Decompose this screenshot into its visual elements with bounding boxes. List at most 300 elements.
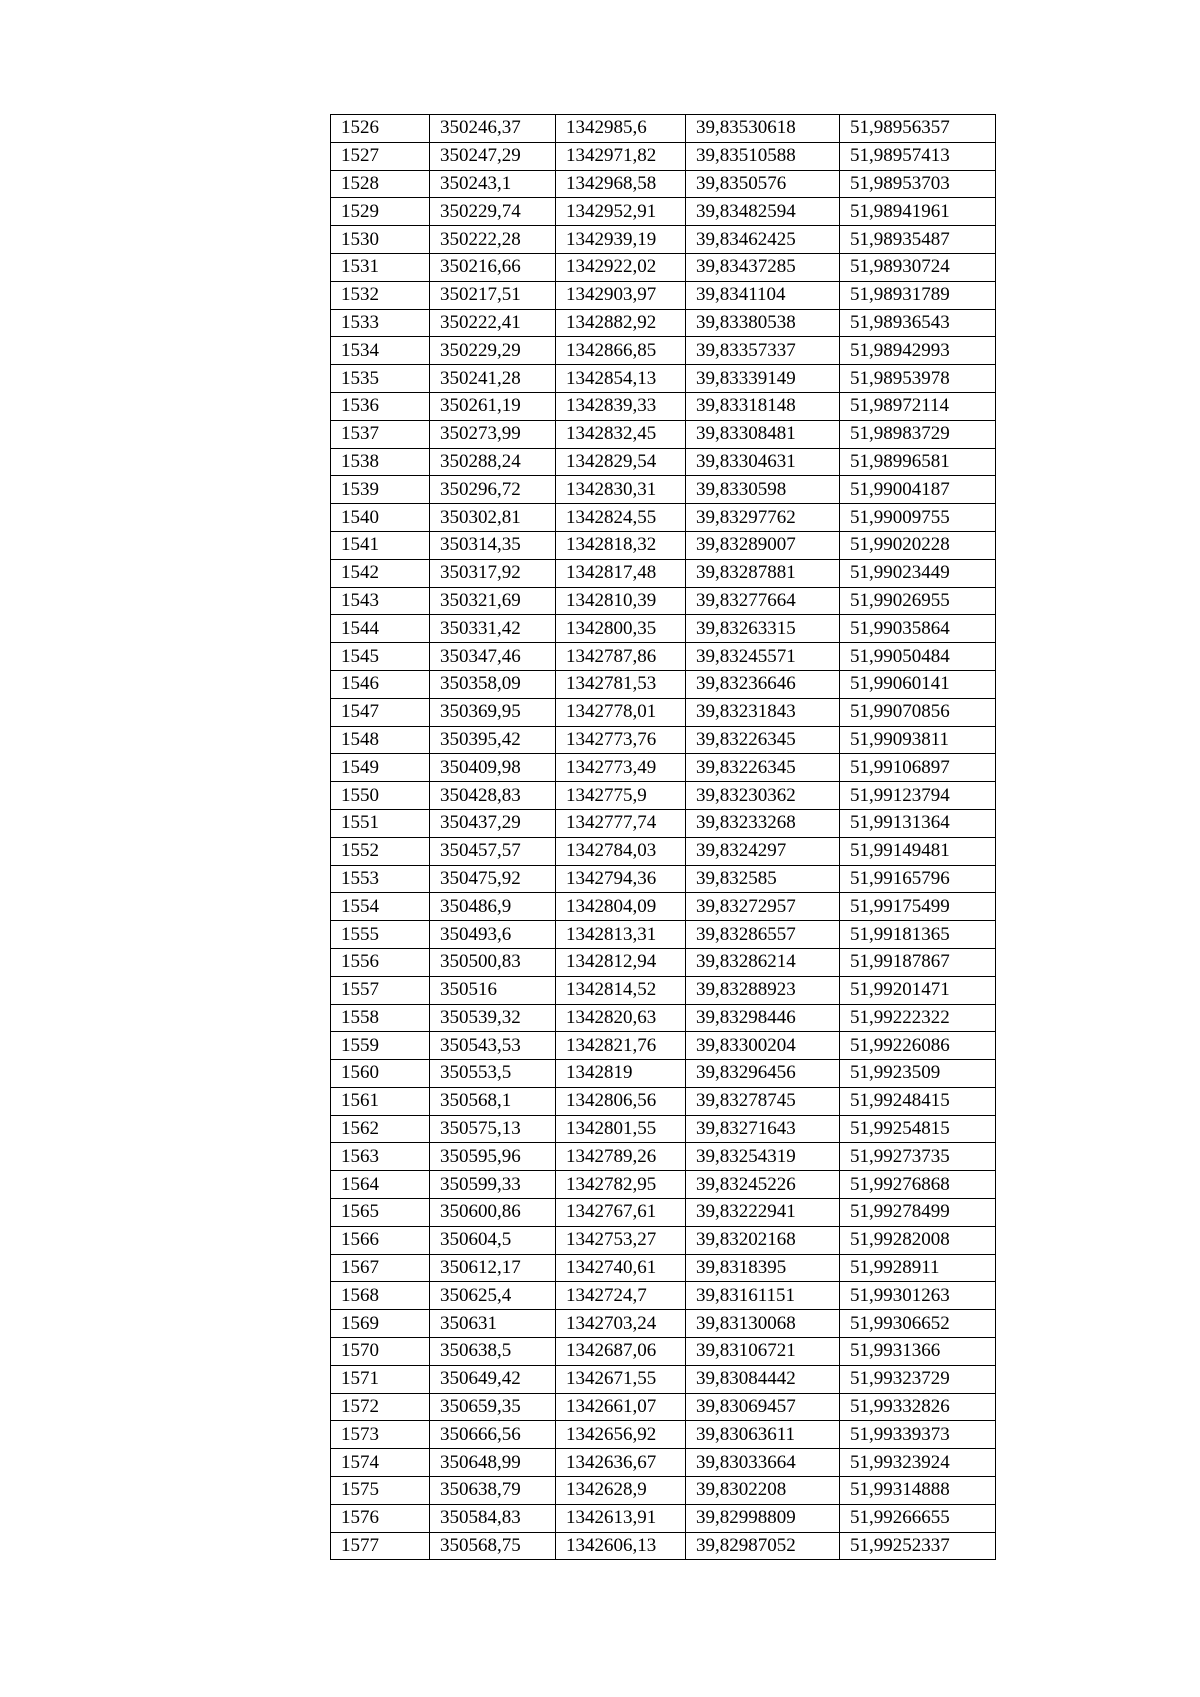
coordinates-table — [330, 114, 996, 1560]
longitude-cell: 51,98953703 — [840, 170, 996, 198]
x-coordinate-cell: 350575,13 — [430, 1115, 556, 1143]
table-row — [331, 809, 996, 837]
longitude-cell: 51,99323924 — [840, 1449, 996, 1477]
longitude-cell: 51,98941961 — [840, 198, 996, 226]
table-row — [331, 337, 996, 365]
y-coordinate-cell: 1342804,09 — [556, 893, 686, 921]
longitude-cell: 51,99020228 — [840, 531, 996, 559]
latitude-cell: 39,83308481 — [686, 420, 840, 448]
longitude-cell: 51,99254815 — [840, 1115, 996, 1143]
longitude-cell: 51,99035864 — [840, 615, 996, 643]
point-number-cell: 1562 — [331, 1115, 430, 1143]
y-coordinate-cell: 1342800,35 — [556, 615, 686, 643]
longitude-cell: 51,99026955 — [840, 587, 996, 615]
x-coordinate-cell: 350600,86 — [430, 1199, 556, 1227]
x-coordinate-cell: 350612,17 — [430, 1254, 556, 1282]
x-coordinate-cell: 350493,6 — [430, 921, 556, 949]
point-number-cell: 1548 — [331, 726, 430, 754]
x-coordinate-cell: 350666,56 — [430, 1421, 556, 1449]
y-coordinate-cell: 1342782,95 — [556, 1171, 686, 1199]
point-number-cell: 1544 — [331, 615, 430, 643]
point-number-cell: 1543 — [331, 587, 430, 615]
y-coordinate-cell: 1342812,94 — [556, 948, 686, 976]
table-row — [331, 754, 996, 782]
table-row — [331, 226, 996, 254]
table-row — [331, 837, 996, 865]
y-coordinate-cell: 1342820,63 — [556, 1004, 686, 1032]
x-coordinate-cell: 350247,29 — [430, 142, 556, 170]
point-number-cell: 1572 — [331, 1393, 430, 1421]
point-number-cell: 1551 — [331, 809, 430, 837]
point-number-cell: 1526 — [331, 115, 430, 143]
longitude-cell: 51,99187867 — [840, 948, 996, 976]
longitude-cell: 51,98983729 — [840, 420, 996, 448]
latitude-cell: 39,8302208 — [686, 1477, 840, 1505]
table-row — [331, 726, 996, 754]
x-coordinate-cell: 350437,29 — [430, 809, 556, 837]
point-number-cell: 1541 — [331, 531, 430, 559]
longitude-cell: 51,99282008 — [840, 1226, 996, 1254]
y-coordinate-cell: 1342922,02 — [556, 253, 686, 281]
y-coordinate-cell: 1342703,24 — [556, 1310, 686, 1338]
y-coordinate-cell: 1342777,74 — [556, 809, 686, 837]
point-number-cell: 1531 — [331, 253, 430, 281]
latitude-cell: 39,83161151 — [686, 1282, 840, 1310]
point-number-cell: 1574 — [331, 1449, 430, 1477]
table-row — [331, 1115, 996, 1143]
y-coordinate-cell: 1342821,76 — [556, 1032, 686, 1060]
y-coordinate-cell: 1342939,19 — [556, 226, 686, 254]
longitude-cell: 51,99314888 — [840, 1477, 996, 1505]
longitude-cell: 51,9928911 — [840, 1254, 996, 1282]
latitude-cell: 39,83069457 — [686, 1393, 840, 1421]
x-coordinate-cell: 350568,75 — [430, 1532, 556, 1560]
y-coordinate-cell: 1342866,85 — [556, 337, 686, 365]
x-coordinate-cell: 350539,32 — [430, 1004, 556, 1032]
table-row — [331, 253, 996, 281]
point-number-cell: 1568 — [331, 1282, 430, 1310]
x-coordinate-cell: 350229,74 — [430, 198, 556, 226]
y-coordinate-cell: 1342819 — [556, 1060, 686, 1088]
longitude-cell: 51,98972114 — [840, 392, 996, 420]
y-coordinate-cell: 1342818,32 — [556, 531, 686, 559]
point-number-cell: 1537 — [331, 420, 430, 448]
point-number-cell: 1527 — [331, 142, 430, 170]
longitude-cell: 51,98996581 — [840, 448, 996, 476]
point-number-cell: 1563 — [331, 1143, 430, 1171]
latitude-cell: 39,83278745 — [686, 1087, 840, 1115]
point-number-cell: 1571 — [331, 1365, 430, 1393]
y-coordinate-cell: 1342767,61 — [556, 1199, 686, 1227]
longitude-cell: 51,98957413 — [840, 142, 996, 170]
table-row — [331, 365, 996, 393]
table-row — [331, 921, 996, 949]
table-row — [331, 587, 996, 615]
point-number-cell: 1577 — [331, 1532, 430, 1560]
point-number-cell: 1558 — [331, 1004, 430, 1032]
longitude-cell: 51,99266655 — [840, 1504, 996, 1532]
point-number-cell: 1528 — [331, 170, 430, 198]
latitude-cell: 39,83482594 — [686, 198, 840, 226]
coordinates-table-body — [331, 115, 996, 1560]
latitude-cell: 39,83277664 — [686, 587, 840, 615]
latitude-cell: 39,83318148 — [686, 392, 840, 420]
table-row — [331, 1310, 996, 1338]
x-coordinate-cell: 350409,98 — [430, 754, 556, 782]
latitude-cell: 39,83202168 — [686, 1226, 840, 1254]
point-number-cell: 1567 — [331, 1254, 430, 1282]
y-coordinate-cell: 1342773,76 — [556, 726, 686, 754]
latitude-cell: 39,82998809 — [686, 1504, 840, 1532]
longitude-cell: 51,99301263 — [840, 1282, 996, 1310]
latitude-cell: 39,83226345 — [686, 754, 840, 782]
x-coordinate-cell: 350273,99 — [430, 420, 556, 448]
latitude-cell: 39,83233268 — [686, 809, 840, 837]
latitude-cell: 39,83357337 — [686, 337, 840, 365]
latitude-cell: 39,83222941 — [686, 1199, 840, 1227]
point-number-cell: 1561 — [331, 1087, 430, 1115]
y-coordinate-cell: 1342801,55 — [556, 1115, 686, 1143]
longitude-cell: 51,99323729 — [840, 1365, 996, 1393]
y-coordinate-cell: 1342854,13 — [556, 365, 686, 393]
point-number-cell: 1570 — [331, 1338, 430, 1366]
y-coordinate-cell: 1342781,53 — [556, 670, 686, 698]
x-coordinate-cell: 350638,79 — [430, 1477, 556, 1505]
longitude-cell: 51,99149481 — [840, 837, 996, 865]
x-coordinate-cell: 350500,83 — [430, 948, 556, 976]
table-row — [331, 1449, 996, 1477]
latitude-cell: 39,8318395 — [686, 1254, 840, 1282]
latitude-cell: 39,82987052 — [686, 1532, 840, 1560]
table-row — [331, 1393, 996, 1421]
table-row — [331, 309, 996, 337]
table-row — [331, 643, 996, 671]
longitude-cell: 51,99226086 — [840, 1032, 996, 1060]
x-coordinate-cell: 350604,5 — [430, 1226, 556, 1254]
latitude-cell: 39,83380538 — [686, 309, 840, 337]
y-coordinate-cell: 1342839,33 — [556, 392, 686, 420]
latitude-cell: 39,83287881 — [686, 559, 840, 587]
table-row — [331, 893, 996, 921]
latitude-cell: 39,83297762 — [686, 504, 840, 532]
table-row — [331, 420, 996, 448]
point-number-cell: 1532 — [331, 281, 430, 309]
table-row — [331, 1226, 996, 1254]
x-coordinate-cell: 350516 — [430, 976, 556, 1004]
x-coordinate-cell: 350222,28 — [430, 226, 556, 254]
y-coordinate-cell: 1342903,97 — [556, 281, 686, 309]
y-coordinate-cell: 1342784,03 — [556, 837, 686, 865]
table-row — [331, 1032, 996, 1060]
latitude-cell: 39,832585 — [686, 865, 840, 893]
longitude-cell: 51,99106897 — [840, 754, 996, 782]
y-coordinate-cell: 1342606,13 — [556, 1532, 686, 1560]
table-row — [331, 1504, 996, 1532]
point-number-cell: 1557 — [331, 976, 430, 1004]
y-coordinate-cell: 1342753,27 — [556, 1226, 686, 1254]
latitude-cell: 39,83530618 — [686, 115, 840, 143]
table-row — [331, 615, 996, 643]
y-coordinate-cell: 1342778,01 — [556, 698, 686, 726]
latitude-cell: 39,83272957 — [686, 893, 840, 921]
point-number-cell: 1547 — [331, 698, 430, 726]
longitude-cell: 51,99060141 — [840, 670, 996, 698]
longitude-cell: 51,98956357 — [840, 115, 996, 143]
latitude-cell: 39,83106721 — [686, 1338, 840, 1366]
latitude-cell: 39,83437285 — [686, 253, 840, 281]
table-row — [331, 448, 996, 476]
latitude-cell: 39,83286214 — [686, 948, 840, 976]
latitude-cell: 39,83339149 — [686, 365, 840, 393]
x-coordinate-cell: 350288,24 — [430, 448, 556, 476]
y-coordinate-cell: 1342775,9 — [556, 782, 686, 810]
table-row — [331, 670, 996, 698]
y-coordinate-cell: 1342789,26 — [556, 1143, 686, 1171]
latitude-cell: 39,83236646 — [686, 670, 840, 698]
point-number-cell: 1542 — [331, 559, 430, 587]
table-row — [331, 1060, 996, 1088]
longitude-cell: 51,98953978 — [840, 365, 996, 393]
x-coordinate-cell: 350625,4 — [430, 1282, 556, 1310]
point-number-cell: 1546 — [331, 670, 430, 698]
longitude-cell: 51,99201471 — [840, 976, 996, 1004]
y-coordinate-cell: 1342613,91 — [556, 1504, 686, 1532]
x-coordinate-cell: 350331,42 — [430, 615, 556, 643]
x-coordinate-cell: 350216,66 — [430, 253, 556, 281]
point-number-cell: 1530 — [331, 226, 430, 254]
x-coordinate-cell: 350317,92 — [430, 559, 556, 587]
longitude-cell: 51,99050484 — [840, 643, 996, 671]
point-number-cell: 1529 — [331, 198, 430, 226]
latitude-cell: 39,83462425 — [686, 226, 840, 254]
table-row — [331, 392, 996, 420]
y-coordinate-cell: 1342971,82 — [556, 142, 686, 170]
table-row — [331, 698, 996, 726]
y-coordinate-cell: 1342832,45 — [556, 420, 686, 448]
table-row — [331, 865, 996, 893]
latitude-cell: 39,83245571 — [686, 643, 840, 671]
y-coordinate-cell: 1342985,6 — [556, 115, 686, 143]
x-coordinate-cell: 350347,46 — [430, 643, 556, 671]
point-number-cell: 1534 — [331, 337, 430, 365]
longitude-cell: 51,99339373 — [840, 1421, 996, 1449]
point-number-cell: 1545 — [331, 643, 430, 671]
x-coordinate-cell: 350486,9 — [430, 893, 556, 921]
table-row — [331, 1143, 996, 1171]
latitude-cell: 39,83296456 — [686, 1060, 840, 1088]
x-coordinate-cell: 350543,53 — [430, 1032, 556, 1060]
point-number-cell: 1565 — [331, 1199, 430, 1227]
table-row — [331, 948, 996, 976]
x-coordinate-cell: 350584,83 — [430, 1504, 556, 1532]
y-coordinate-cell: 1342952,91 — [556, 198, 686, 226]
latitude-cell: 39,8350576 — [686, 170, 840, 198]
latitude-cell: 39,83304631 — [686, 448, 840, 476]
longitude-cell: 51,99123794 — [840, 782, 996, 810]
longitude-cell: 51,99252337 — [840, 1532, 996, 1560]
latitude-cell: 39,83271643 — [686, 1115, 840, 1143]
y-coordinate-cell: 1342671,55 — [556, 1365, 686, 1393]
x-coordinate-cell: 350261,19 — [430, 392, 556, 420]
table-row — [331, 1087, 996, 1115]
y-coordinate-cell: 1342773,49 — [556, 754, 686, 782]
point-number-cell: 1555 — [331, 921, 430, 949]
point-number-cell: 1553 — [331, 865, 430, 893]
longitude-cell: 51,98935487 — [840, 226, 996, 254]
latitude-cell: 39,83130068 — [686, 1310, 840, 1338]
longitude-cell: 51,99004187 — [840, 476, 996, 504]
longitude-cell: 51,99181365 — [840, 921, 996, 949]
longitude-cell: 51,9931366 — [840, 1338, 996, 1366]
point-number-cell: 1566 — [331, 1226, 430, 1254]
point-number-cell: 1569 — [331, 1310, 430, 1338]
longitude-cell: 51,99222322 — [840, 1004, 996, 1032]
x-coordinate-cell: 350321,69 — [430, 587, 556, 615]
point-number-cell: 1535 — [331, 365, 430, 393]
x-coordinate-cell: 350246,37 — [430, 115, 556, 143]
longitude-cell: 51,99278499 — [840, 1199, 996, 1227]
y-coordinate-cell: 1342740,61 — [556, 1254, 686, 1282]
point-number-cell: 1564 — [331, 1171, 430, 1199]
table-row — [331, 476, 996, 504]
x-coordinate-cell: 350648,99 — [430, 1449, 556, 1477]
x-coordinate-cell: 350568,1 — [430, 1087, 556, 1115]
x-coordinate-cell: 350302,81 — [430, 504, 556, 532]
table-row — [331, 976, 996, 1004]
latitude-cell: 39,83286557 — [686, 921, 840, 949]
table-row — [331, 115, 996, 143]
latitude-cell: 39,83231843 — [686, 698, 840, 726]
y-coordinate-cell: 1342824,55 — [556, 504, 686, 532]
x-coordinate-cell: 350222,41 — [430, 309, 556, 337]
y-coordinate-cell: 1342636,67 — [556, 1449, 686, 1477]
y-coordinate-cell: 1342810,39 — [556, 587, 686, 615]
point-number-cell: 1575 — [331, 1477, 430, 1505]
x-coordinate-cell: 350638,5 — [430, 1338, 556, 1366]
point-number-cell: 1540 — [331, 504, 430, 532]
x-coordinate-cell: 350241,28 — [430, 365, 556, 393]
latitude-cell: 39,8341104 — [686, 281, 840, 309]
longitude-cell: 51,98936543 — [840, 309, 996, 337]
longitude-cell: 51,9923509 — [840, 1060, 996, 1088]
point-number-cell: 1538 — [331, 448, 430, 476]
point-number-cell: 1549 — [331, 754, 430, 782]
longitude-cell: 51,99070856 — [840, 698, 996, 726]
latitude-cell: 39,83510588 — [686, 142, 840, 170]
longitude-cell: 51,98930724 — [840, 253, 996, 281]
y-coordinate-cell: 1342628,9 — [556, 1477, 686, 1505]
x-coordinate-cell: 350395,42 — [430, 726, 556, 754]
point-number-cell: 1554 — [331, 893, 430, 921]
y-coordinate-cell: 1342806,56 — [556, 1087, 686, 1115]
latitude-cell: 39,83300204 — [686, 1032, 840, 1060]
table-row — [331, 559, 996, 587]
point-number-cell: 1576 — [331, 1504, 430, 1532]
point-number-cell: 1539 — [331, 476, 430, 504]
x-coordinate-cell: 350553,5 — [430, 1060, 556, 1088]
longitude-cell: 51,99131364 — [840, 809, 996, 837]
x-coordinate-cell: 350475,92 — [430, 865, 556, 893]
longitude-cell: 51,99175499 — [840, 893, 996, 921]
table-row — [331, 198, 996, 226]
x-coordinate-cell: 350599,33 — [430, 1171, 556, 1199]
x-coordinate-cell: 350229,29 — [430, 337, 556, 365]
latitude-cell: 39,83033664 — [686, 1449, 840, 1477]
x-coordinate-cell: 350358,09 — [430, 670, 556, 698]
longitude-cell: 51,99306652 — [840, 1310, 996, 1338]
x-coordinate-cell: 350369,95 — [430, 698, 556, 726]
y-coordinate-cell: 1342817,48 — [556, 559, 686, 587]
longitude-cell: 51,98931789 — [840, 281, 996, 309]
latitude-cell: 39,83063611 — [686, 1421, 840, 1449]
y-coordinate-cell: 1342829,54 — [556, 448, 686, 476]
point-number-cell: 1573 — [331, 1421, 430, 1449]
y-coordinate-cell: 1342794,36 — [556, 865, 686, 893]
y-coordinate-cell: 1342882,92 — [556, 309, 686, 337]
table-row — [331, 1365, 996, 1393]
x-coordinate-cell: 350649,42 — [430, 1365, 556, 1393]
longitude-cell: 51,99009755 — [840, 504, 996, 532]
y-coordinate-cell: 1342656,92 — [556, 1421, 686, 1449]
y-coordinate-cell: 1342724,7 — [556, 1282, 686, 1310]
table-row — [331, 1254, 996, 1282]
table-row — [331, 1421, 996, 1449]
longitude-cell: 51,99332826 — [840, 1393, 996, 1421]
x-coordinate-cell: 350631 — [430, 1310, 556, 1338]
table-row — [331, 1282, 996, 1310]
table-row — [331, 504, 996, 532]
y-coordinate-cell: 1342787,86 — [556, 643, 686, 671]
longitude-cell: 51,99165796 — [840, 865, 996, 893]
table-row — [331, 1338, 996, 1366]
table-row — [331, 281, 996, 309]
y-coordinate-cell: 1342813,31 — [556, 921, 686, 949]
latitude-cell: 39,83298446 — [686, 1004, 840, 1032]
latitude-cell: 39,83288923 — [686, 976, 840, 1004]
y-coordinate-cell: 1342814,52 — [556, 976, 686, 1004]
latitude-cell: 39,83263315 — [686, 615, 840, 643]
table-row — [331, 1532, 996, 1560]
latitude-cell: 39,8324297 — [686, 837, 840, 865]
latitude-cell: 39,83230362 — [686, 782, 840, 810]
x-coordinate-cell: 350296,72 — [430, 476, 556, 504]
x-coordinate-cell: 350595,96 — [430, 1143, 556, 1171]
table-row — [331, 1171, 996, 1199]
table-row — [331, 142, 996, 170]
table-row — [331, 1477, 996, 1505]
longitude-cell: 51,99093811 — [840, 726, 996, 754]
y-coordinate-cell: 1342968,58 — [556, 170, 686, 198]
y-coordinate-cell: 1342661,07 — [556, 1393, 686, 1421]
x-coordinate-cell: 350428,83 — [430, 782, 556, 810]
longitude-cell: 51,99023449 — [840, 559, 996, 587]
longitude-cell: 51,99273735 — [840, 1143, 996, 1171]
y-coordinate-cell: 1342687,06 — [556, 1338, 686, 1366]
x-coordinate-cell: 350659,35 — [430, 1393, 556, 1421]
table-row — [331, 531, 996, 559]
point-number-cell: 1559 — [331, 1032, 430, 1060]
latitude-cell: 39,83084442 — [686, 1365, 840, 1393]
table-row — [331, 1004, 996, 1032]
latitude-cell: 39,83254319 — [686, 1143, 840, 1171]
x-coordinate-cell: 350243,1 — [430, 170, 556, 198]
longitude-cell: 51,99248415 — [840, 1087, 996, 1115]
latitude-cell: 39,83226345 — [686, 726, 840, 754]
x-coordinate-cell: 350457,57 — [430, 837, 556, 865]
point-number-cell: 1552 — [331, 837, 430, 865]
table-row — [331, 1199, 996, 1227]
latitude-cell: 39,8330598 — [686, 476, 840, 504]
